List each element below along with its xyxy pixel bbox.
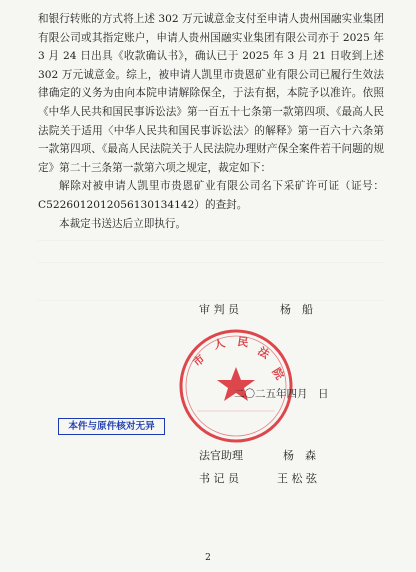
judge-title: 审 判 员 <box>199 303 239 316</box>
assistant-name: 杨 森 <box>283 449 316 462</box>
verification-stamp: 本件与原件核对无异 <box>58 418 165 435</box>
paragraph-reasoning: 和银行转账的方式将上述 302 万元诚意金支付至申请人贵州国融实业集团有限公司或其指定账户，申请人贵州国融实业集团有限公司亦于 2025 年 3 月 24 日出具《收款确认书》，确认已于 2025 年 3 月 21 日收到上述 302 万元诚意金。综上，被申请人凯里市贵恩矿业有限公司已履行生效法律确定的义务为由向本院申请解除保全，于法有据，本院予以准许。依照《中华人民共和国民事诉讼法》第一百五十七条第一款第四项、《最高人民法院关于适用〈中华人民共和国民事诉讼法〉的解释》第一百六十六条第一款第四项、《最高人民法院关于人民法院办理财产保全案件若干问题的规定》第二十三条第一款第六项之规定，裁定如下： <box>38 13 384 174</box>
paragraph-ruling: 解除对被申请人凯里市贵恩矿业有限公司名下采矿许可证（证号：C5226012012056130134142）的查封。 <box>38 180 384 211</box>
paragraph-effect: 本裁定书送达后立即执行。 <box>59 217 187 230</box>
judge-name: 杨 船 <box>280 303 313 316</box>
svg-text:人: 人 <box>212 336 227 352</box>
svg-text:民: 民 <box>236 335 250 350</box>
svg-text:法: 法 <box>255 344 272 362</box>
ruling-body <box>38 10 384 233</box>
svg-text:院: 院 <box>269 365 287 382</box>
bleed-through-line <box>38 240 384 241</box>
clerk-name: 王 松 弦 <box>277 472 317 485</box>
svg-text:市: 市 <box>190 352 208 370</box>
assistant-title: 法官助理 <box>199 449 243 462</box>
clerk-title: 书 记 员 <box>199 472 239 485</box>
page-number: 2 <box>205 553 211 563</box>
ruling-date: 二〇二五年四月 日 <box>234 388 329 400</box>
bleed-through-line <box>38 262 384 263</box>
